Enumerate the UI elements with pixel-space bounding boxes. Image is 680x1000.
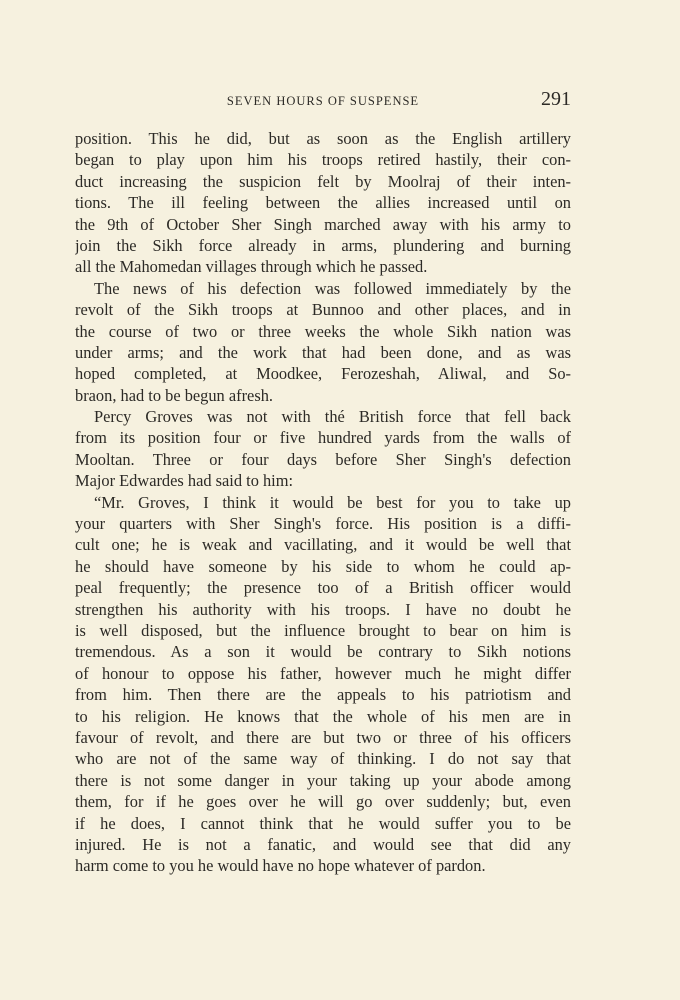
text-line: position. This he did, but as soon as the English artillery	[75, 129, 571, 148]
text-line: harm come to you he would have no hope whatever of pardon.	[75, 856, 486, 876]
text-line: strengthen his authority with his troops. I have no doubt he	[75, 599, 571, 619]
text-line: your quarters with Sher Singh's force. His position is a diffi-	[75, 514, 571, 534]
text-line: of honour to oppose his father, however much he might differ	[75, 663, 571, 683]
running-title: SEVEN HOURS OF SUSPENSE	[226, 94, 420, 108]
text-line: the course of two or three weeks the whole Sikh nation was	[75, 321, 571, 341]
text-line: from him. Then there are the appeals to his patriotism and	[75, 685, 571, 705]
text-line: to his religion. He knows that the whole of his men are in	[75, 706, 571, 726]
text-line: from its position four or five hundred yards from the walls of	[75, 428, 571, 448]
body-text	[75, 128, 571, 877]
text-line: Major Edwardes had said to him:	[75, 471, 294, 491]
text-line: tions. The ill feeling between the allies increased until on	[75, 193, 571, 213]
text-line: The news of his defection was followed immediately by the	[94, 278, 571, 298]
page-number: 291	[541, 88, 571, 110]
text-line: cult one; he is weak and vacillating, and it would be well that	[75, 535, 571, 555]
text-line: Mooltan. Three or four days before Sher Singh's defection	[75, 449, 571, 469]
text-line: he should have someone by his side to whom he could ap-	[75, 556, 571, 576]
text-line: under arms; and the work that had been done, and as was	[75, 342, 571, 362]
text-line: peal frequently; the presence too of a British officer would	[75, 578, 571, 598]
text-line: revolt of the Sikh troops at Bunnoo and other places, and in	[75, 300, 571, 320]
text-line: there is not some danger in your taking up your abode among	[75, 770, 571, 790]
text-line: all the Mahomedan villages through which he passed.	[75, 257, 428, 277]
text-line: favour of revolt, and there are but two or three of his officers	[75, 727, 571, 747]
text-line: join the Sikh force already in arms, plundering and burning	[75, 235, 571, 255]
text-line: injured. He is not a fanatic, and would see that did any	[75, 834, 571, 854]
text-line: “Mr. Groves, I think it would be best for you to take up	[94, 492, 571, 512]
text-line: who are not of the same way of thinking. I do not say that	[75, 749, 571, 769]
running-head	[75, 88, 571, 114]
text-line: braon, had to be begun afresh.	[75, 385, 273, 405]
text-line: the 9th of October Sher Singh marched away with his army to	[75, 214, 571, 234]
text-line: them, for if he goes over he will go over suddenly; but, even	[75, 792, 571, 812]
text-line: hoped completed, at Moodkee, Ferozeshah, Aliwal, and So-	[75, 364, 571, 384]
text-line: tremendous. As a son it would be contrary to Sikh notions	[75, 642, 571, 662]
text-line: began to play upon him his troops retired hastily, their con-	[75, 150, 571, 170]
text-line: duct increasing the suspicion felt by Moolraj of their inten-	[75, 171, 571, 191]
text-line: if he does, I cannot think that he would suffer you to be	[75, 813, 571, 833]
text-line: is well disposed, but the influence brought to bear on him is	[75, 620, 571, 640]
text-line: Percy Groves was not with thé British force that fell back	[94, 407, 571, 427]
